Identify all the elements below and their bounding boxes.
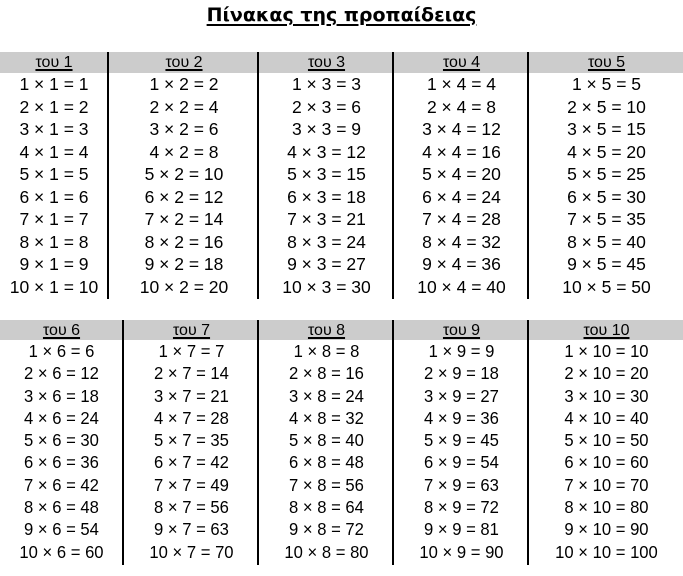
table-row: 7 × 6 = 42 — [24, 474, 99, 495]
table-row: 9 × 8 = 72 — [289, 519, 364, 540]
table-row: 2 × 2 = 4 — [149, 96, 219, 117]
table-row: 4 × 4 = 16 — [422, 141, 501, 162]
table-row: 4 × 7 = 28 — [154, 407, 229, 428]
table-row: 10 × 4 = 40 — [417, 276, 506, 297]
table-row: 6 × 3 = 18 — [287, 186, 366, 207]
table-8 — [260, 320, 393, 563]
table-row: 6 × 1 = 6 — [19, 186, 89, 207]
table-row: 5 × 4 = 20 — [422, 164, 501, 184]
tables-section-1-to-5 — [0, 52, 683, 300]
table-row: 8 × 2 = 16 — [144, 231, 224, 252]
column-divider — [257, 320, 259, 565]
tables-section-6-to-10 — [0, 320, 683, 572]
table-row: 5 × 9 = 45 — [424, 430, 499, 451]
table-row: 5 × 2 = 10 — [144, 164, 224, 184]
table-row: 10 × 7 = 70 — [149, 541, 234, 562]
column-divider — [257, 52, 259, 299]
table-2 — [110, 52, 258, 298]
table-header: του 6 — [42, 322, 81, 339]
table-row: 5 × 3 = 15 — [287, 164, 366, 184]
table-row: 7 × 7 = 49 — [154, 474, 229, 495]
table-row: 5 × 10 = 50 — [564, 430, 649, 451]
table-row: 4 × 5 = 20 — [567, 141, 646, 162]
table-row: 3 × 8 = 24 — [289, 385, 364, 406]
table-row: 1 × 1 = 1 — [19, 74, 89, 94]
table-row: 3 × 5 = 15 — [567, 119, 646, 139]
table-row: 1 × 4 = 4 — [426, 74, 497, 94]
table-header: του 9 — [442, 322, 481, 339]
table-5 — [530, 52, 683, 298]
table-1 — [0, 52, 108, 298]
page-title: Πίνακας της προπαίδειας — [206, 4, 477, 26]
table-row: 6 × 9 = 54 — [424, 452, 499, 473]
table-row: 9 × 10 = 90 — [564, 519, 649, 540]
column-divider — [527, 52, 529, 299]
table-row: 4 × 10 = 40 — [564, 407, 649, 428]
table-header: του 10 — [583, 322, 630, 339]
table-header: του 5 — [587, 54, 626, 71]
table-row: 4 × 9 = 36 — [424, 407, 499, 428]
table-row: 8 × 8 = 64 — [289, 497, 364, 518]
table-row: 5 × 1 = 5 — [19, 164, 89, 184]
table-row: 4 × 3 = 12 — [287, 141, 366, 162]
table-row: 2 × 3 = 6 — [291, 96, 362, 117]
column-divider — [527, 320, 529, 565]
table-row: 3 × 3 = 9 — [291, 119, 362, 139]
table-row: 6 × 5 = 30 — [567, 186, 646, 207]
table-row: 3 × 9 = 27 — [424, 385, 499, 406]
table-header: του 2 — [165, 54, 203, 71]
table-row: 6 × 10 = 60 — [564, 452, 649, 473]
table-row: 3 × 7 = 21 — [154, 385, 229, 406]
table-row: 1 × 10 = 10 — [564, 341, 649, 361]
table-header: του 1 — [35, 54, 73, 71]
table-row: 7 × 3 = 21 — [287, 209, 366, 229]
column-divider — [392, 320, 394, 565]
table-row: 4 × 2 = 8 — [149, 141, 219, 162]
column-divider — [122, 320, 124, 565]
table-row: 2 × 1 = 2 — [19, 96, 89, 117]
table-row: 3 × 2 = 6 — [149, 119, 219, 139]
table-row: 9 × 6 = 54 — [24, 519, 99, 540]
table-6 — [0, 320, 123, 563]
table-10 — [530, 320, 683, 563]
table-row: 9 × 4 = 36 — [422, 254, 501, 274]
table-3 — [260, 52, 393, 298]
table-row: 9 × 3 = 27 — [287, 254, 366, 274]
table-header: του 7 — [172, 322, 211, 339]
column-divider — [107, 52, 109, 299]
table-row: 9 × 1 = 9 — [19, 254, 89, 274]
table-row: 9 × 7 = 63 — [154, 519, 229, 540]
table-row: 2 × 4 = 8 — [426, 96, 497, 117]
table-row: 8 × 10 = 80 — [564, 497, 649, 518]
table-row: 6 × 7 = 42 — [154, 452, 229, 473]
table-row: 10 × 10 = 100 — [555, 541, 658, 562]
table-row: 2 × 9 = 18 — [424, 363, 499, 384]
table-row: 7 × 4 = 28 — [422, 209, 501, 229]
table-row: 1 × 2 = 2 — [149, 74, 219, 94]
table-header: του 3 — [307, 54, 346, 71]
table-row: 8 × 9 = 72 — [424, 497, 499, 518]
table-row: 7 × 1 = 7 — [19, 209, 89, 229]
table-row: 4 × 1 = 4 — [19, 141, 89, 162]
table-row: 10 × 2 = 20 — [139, 276, 229, 297]
table-row: 8 × 1 = 8 — [19, 231, 89, 252]
table-row: 10 × 5 = 50 — [562, 276, 651, 297]
table-row: 2 × 5 = 10 — [567, 96, 646, 117]
table-row: 10 × 9 = 90 — [419, 541, 504, 562]
table-row: 6 × 6 = 36 — [24, 452, 99, 473]
table-row: 5 × 7 = 35 — [154, 430, 229, 451]
table-row: 5 × 5 = 25 — [567, 164, 646, 184]
table-row: 10 × 6 = 60 — [19, 541, 104, 562]
table-row: 7 × 8 = 56 — [289, 474, 364, 495]
table-row: 3 × 4 = 12 — [422, 119, 501, 139]
table-row: 5 × 8 = 40 — [289, 430, 364, 451]
table-row: 3 × 1 = 3 — [19, 119, 89, 139]
table-row: 6 × 8 = 48 — [289, 452, 364, 473]
table-7 — [125, 320, 258, 563]
table-row: 7 × 2 = 14 — [144, 209, 224, 229]
table-row: 8 × 3 = 24 — [287, 231, 366, 252]
table-9 — [395, 320, 528, 563]
table-row: 1 × 7 = 7 — [158, 341, 225, 361]
table-row: 2 × 8 = 16 — [289, 363, 364, 384]
table-row: 3 × 10 = 30 — [564, 385, 649, 406]
table-row: 4 × 8 = 32 — [289, 407, 364, 428]
table-row: 5 × 6 = 30 — [24, 430, 99, 451]
table-4 — [395, 52, 528, 298]
table-row: 3 × 6 = 18 — [24, 385, 99, 406]
table-row: 1 × 8 = 8 — [293, 341, 360, 361]
table-row: 10 × 3 = 30 — [282, 276, 371, 297]
table-row: 2 × 10 = 20 — [564, 363, 649, 384]
table-row: 8 × 5 = 40 — [567, 231, 646, 252]
table-row: 9 × 9 = 81 — [424, 519, 499, 540]
table-row: 8 × 7 = 56 — [154, 497, 229, 518]
column-divider — [392, 52, 394, 299]
table-row: 1 × 3 = 3 — [291, 74, 362, 94]
table-row: 9 × 5 = 45 — [567, 254, 646, 274]
table-row: 1 × 6 = 6 — [28, 341, 95, 361]
table-row: 7 × 5 = 35 — [567, 209, 646, 229]
table-row: 4 × 6 = 24 — [24, 407, 99, 428]
table-row: 10 × 8 = 80 — [284, 541, 369, 562]
table-header: του 8 — [307, 322, 346, 339]
table-row: 8 × 4 = 32 — [422, 231, 501, 252]
table-row: 1 × 5 = 5 — [571, 74, 642, 94]
table-row: 1 × 9 = 9 — [428, 341, 495, 361]
table-header: του 4 — [442, 54, 481, 71]
table-row: 2 × 7 = 14 — [154, 363, 229, 384]
table-row: 10 × 1 = 10 — [9, 276, 99, 297]
table-row: 2 × 6 = 12 — [24, 363, 99, 384]
table-row: 8 × 6 = 48 — [24, 497, 99, 518]
table-row: 6 × 2 = 12 — [144, 186, 224, 207]
table-row: 9 × 2 = 18 — [144, 254, 224, 274]
table-row: 7 × 9 = 63 — [424, 474, 499, 495]
table-row: 6 × 4 = 24 — [422, 186, 501, 207]
table-row: 7 × 10 = 70 — [564, 474, 649, 495]
